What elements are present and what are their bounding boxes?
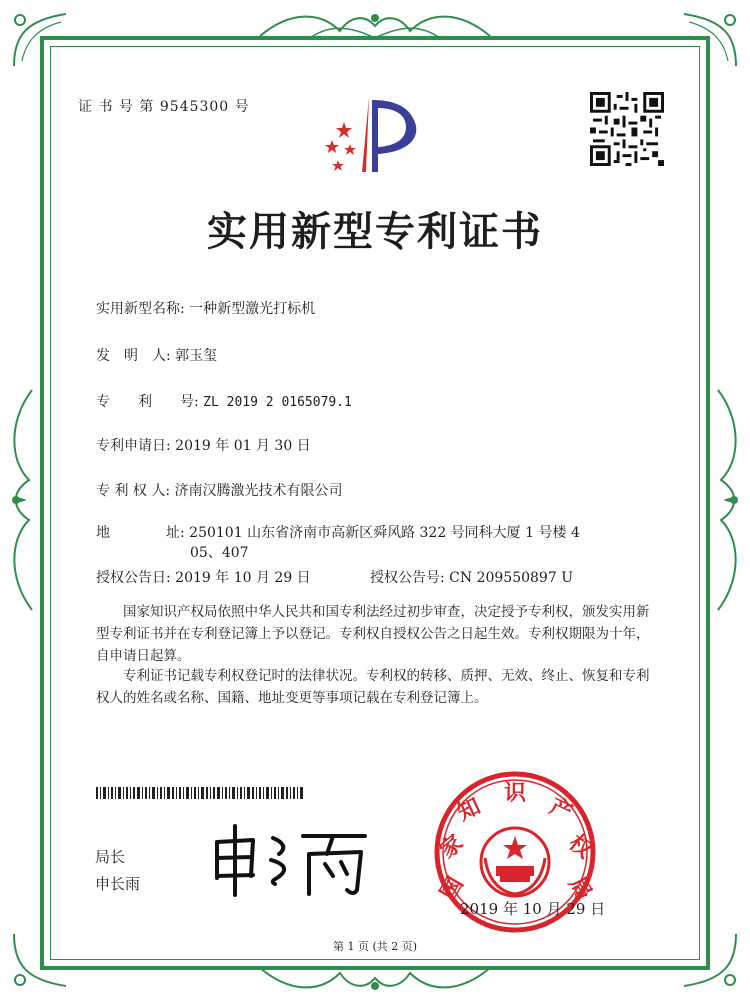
svg-text:知: 知 bbox=[453, 793, 485, 827]
application-date-row bbox=[96, 435, 311, 455]
grant-date-row bbox=[96, 567, 311, 587]
corner-ornament-icon bbox=[674, 6, 744, 76]
patent-number-row bbox=[96, 391, 352, 411]
signatory-name: 申长雨 bbox=[95, 875, 141, 893]
application-date-label: 专利申请日: bbox=[96, 438, 171, 454]
grant-number-row bbox=[370, 567, 573, 587]
cnipa-emblem-icon bbox=[314, 92, 424, 182]
signatory-role: 局长 bbox=[95, 848, 126, 866]
svg-text:局: 局 bbox=[563, 872, 597, 905]
svg-text:家: 家 bbox=[434, 829, 469, 864]
grant-date-value: 2019 年 10 月 29 日 bbox=[175, 570, 311, 586]
body-paragraph-1: 国家知识产权局依照中华人民共和国专利法经过初步审查，决定授予专利权，颁发实用新型专利证书并在专利登记簿上予以登记。专利权自授权公告之日起生效。专利权期限为十年，自申请日起算。 bbox=[96, 604, 650, 664]
svg-text:产: 产 bbox=[545, 793, 577, 827]
patent-number-value: ZL 2019 2 0165079.1 bbox=[203, 395, 352, 410]
patent-number-label: 专 利 号: bbox=[96, 394, 199, 410]
address-value-line2: 05、407 bbox=[190, 545, 249, 561]
inventor-label: 发 明 人: bbox=[96, 348, 171, 364]
bottom-ornament-icon bbox=[250, 960, 500, 998]
utility-model-name-value: 一种新型激光打标机 bbox=[189, 301, 316, 317]
inventor-row bbox=[96, 345, 217, 365]
body-paragraph-2: 专利证书记载专利权登记时的法律状况。专利权的转移、质押、无效、终止、恢复和专利权人的姓名或名称、国籍、地址变更等事项记载在专利登记簿上。 bbox=[96, 668, 650, 706]
barcode-icon bbox=[96, 787, 306, 799]
handwritten-signature-icon bbox=[205, 820, 380, 900]
page-number: 第 1 页 (共 2 页) bbox=[332, 940, 418, 953]
grant-date-label: 授权公告日: bbox=[96, 570, 171, 586]
certificate-number-label: 证 书 号 第 bbox=[78, 99, 155, 115]
address-value-line1: 250101 山东省济南市高新区舜风路 322 号同科大厦 1 号楼 4 bbox=[189, 525, 580, 541]
qr-code-icon bbox=[590, 92, 664, 166]
certificate-number-suffix: 号 bbox=[234, 99, 250, 115]
svg-text:权: 权 bbox=[563, 829, 598, 864]
inventor-value: 郭玉玺 bbox=[175, 348, 218, 364]
grant-number-label: 授权公告号: bbox=[370, 570, 445, 586]
left-ornament-icon bbox=[4, 380, 40, 620]
certificate-number-value: 9545300 bbox=[159, 99, 230, 115]
certificate-number bbox=[78, 96, 250, 116]
utility-model-name-label: 实用新型名称: bbox=[96, 301, 185, 317]
corner-ornament-icon bbox=[6, 924, 76, 994]
corner-ornament-icon bbox=[674, 924, 744, 994]
right-ornament-icon bbox=[710, 380, 746, 620]
svg-text:识: 识 bbox=[503, 780, 527, 806]
grant-number-value: CN 209550897 U bbox=[449, 570, 573, 586]
svg-text:国: 国 bbox=[435, 872, 469, 905]
patentee-label: 专 利 权 人: bbox=[96, 483, 171, 499]
certificate-title: 实用新型专利证书 bbox=[207, 208, 543, 255]
application-date-value: 2019 年 01 月 30 日 bbox=[175, 438, 311, 454]
address-row bbox=[96, 522, 580, 542]
patentee-row bbox=[96, 480, 343, 500]
seal-date: 2019 年 10 月 29 日 bbox=[460, 900, 606, 918]
utility-model-name-row bbox=[96, 298, 315, 318]
address-label: 地 址: bbox=[96, 525, 185, 541]
top-ornament-icon bbox=[250, 6, 500, 46]
corner-ornament-icon bbox=[6, 6, 76, 76]
patentee-value: 济南汉腾激光技术有限公司 bbox=[174, 483, 343, 499]
